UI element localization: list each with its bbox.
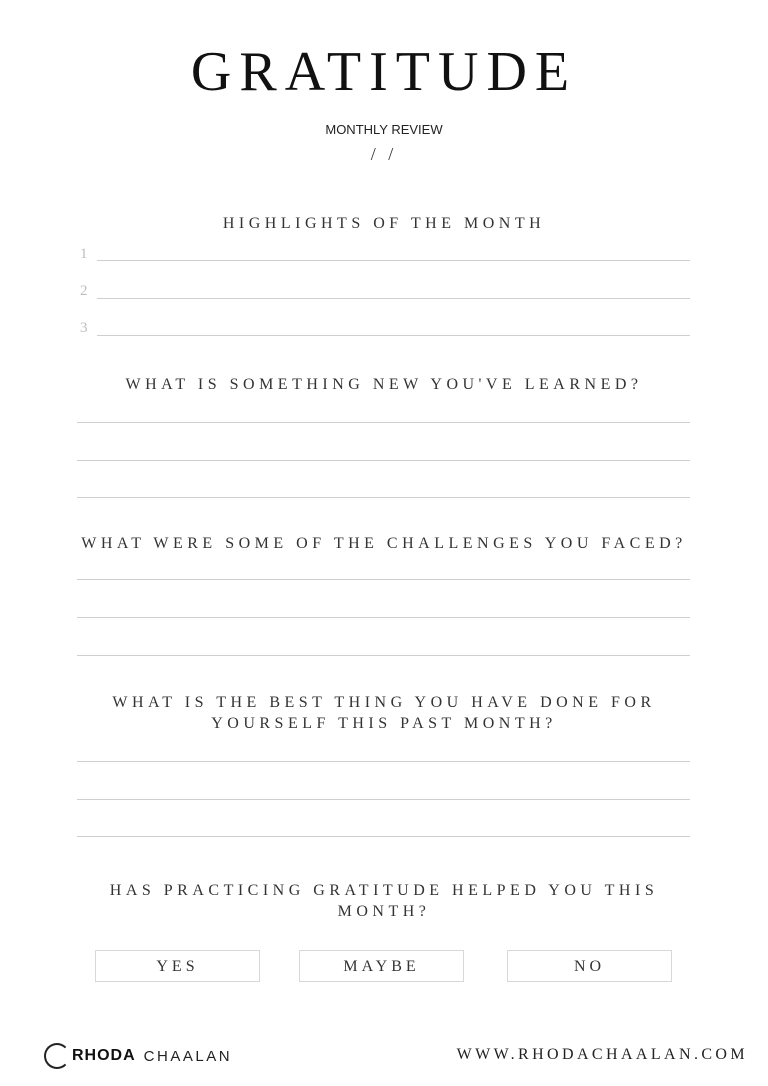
no-option[interactable]: NO [507, 950, 672, 982]
brand-logo [44, 1040, 232, 1072]
highlight-line-3[interactable] [97, 335, 690, 336]
highlight-number-3: 3 [80, 320, 88, 336]
page-title: GRATITUDE [190, 41, 578, 103]
highlights-heading: HIGHLIGHTS OF THE MONTH [222, 215, 546, 232]
learned-line-2[interactable] [77, 460, 690, 461]
challenges-line-2[interactable] [77, 617, 690, 618]
yes-option[interactable]: YES [95, 950, 260, 982]
best-thing-heading-line2: YOURSELF THIS PAST MONTH? [211, 715, 557, 732]
highlight-number-1: 1 [80, 246, 88, 262]
brand-c-icon [44, 1043, 70, 1069]
learned-heading: WHAT IS SOMETHING NEW YOU'VE LEARNED? [125, 376, 643, 393]
challenges-line-3[interactable] [77, 655, 690, 656]
highlight-line-2[interactable] [97, 298, 690, 299]
maybe-option[interactable]: MAYBE [299, 950, 464, 982]
learned-line-1[interactable] [77, 422, 690, 423]
gratitude-heading-line1: HAS PRACTICING GRATITUDE HELPED YOU THIS [109, 882, 659, 899]
best-thing-line-2[interactable] [77, 799, 690, 800]
challenges-line-1[interactable] [77, 579, 690, 580]
learned-line-3[interactable] [77, 497, 690, 498]
brand-first-name: RHODA [72, 1047, 136, 1064]
highlight-line-1[interactable] [97, 260, 690, 261]
best-thing-line-3[interactable] [77, 836, 690, 837]
challenges-heading: WHAT WERE SOME OF THE CHALLENGES YOU FACED? [81, 535, 687, 552]
brand-last-name: CHAALAN [143, 1047, 233, 1065]
website-link[interactable]: WWW.RHODACHAALAN.COM [456, 1046, 748, 1063]
best-thing-heading-line1: WHAT IS THE BEST THING YOU HAVE DONE FOR [112, 694, 656, 711]
date-field[interactable]: / / [370, 144, 398, 164]
highlight-number-2: 2 [80, 283, 88, 299]
gratitude-heading-line2: MONTH? [337, 903, 431, 920]
best-thing-line-1[interactable] [77, 761, 690, 762]
page-subtitle: MONTHLY REVIEW [325, 122, 443, 137]
